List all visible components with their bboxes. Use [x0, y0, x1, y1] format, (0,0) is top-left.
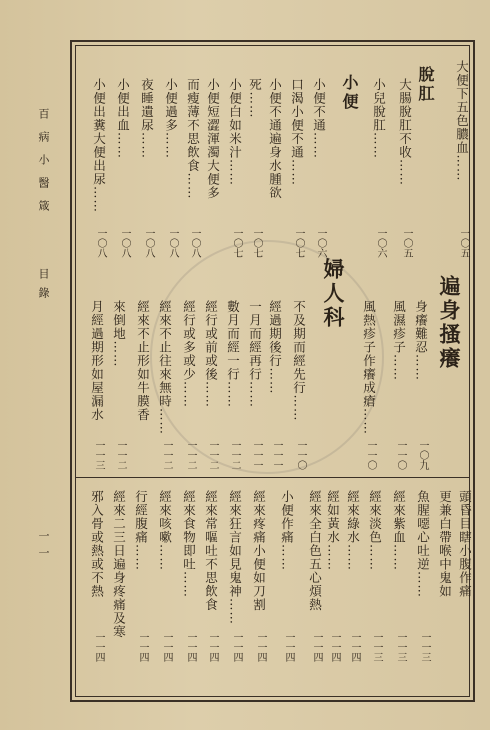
toc-entry-text: 邪入骨或熱或不熱 — [89, 490, 105, 598]
toc-entry-text: 月經過期形如屋漏水 — [89, 300, 105, 422]
toc-entry-page: 一一二 — [115, 440, 126, 470]
toc-entry-page: 一〇六 — [315, 228, 326, 258]
toc-entry-page: 一一四 — [161, 632, 172, 662]
toc-entry-text: 大腸脫肛不收…… — [397, 78, 413, 186]
toc-entry-page: 一一四 — [137, 632, 148, 662]
toc-entry-page: 一一〇 — [395, 440, 406, 470]
section-divider — [76, 477, 469, 478]
heading-xiaobian: 小便 — [340, 74, 359, 112]
toc-entry-text: 經來不止往來無時…… — [157, 300, 173, 435]
toc-entry-text: 更兼白帶喉中鬼如 — [437, 490, 453, 598]
toc-entry-text: 經來二三日遍身疼痛及寒 — [111, 490, 127, 639]
toc-entry-text: 經來全白色五心煩熱 — [307, 490, 323, 612]
toc-entry-text: 經來不止形如牛膜香 — [135, 300, 151, 422]
toc-entry-page: 一〇七 — [251, 228, 262, 258]
toc-entry-text: 小便短澀渾濁大便多 — [205, 78, 221, 200]
toc-entry-text: 經來狂言如見鬼神…… — [227, 490, 243, 625]
toc-entry-page: 一〇六 — [375, 228, 386, 258]
toc-entry-page: 一一一 — [271, 440, 282, 470]
toc-entry-text: 而瘦薄不思飲食…… — [185, 78, 201, 200]
toc-entry-page: 一〇八 — [119, 228, 130, 258]
toc-entry-page: 一一四 — [283, 632, 294, 662]
toc-entry-page: 一一二 — [161, 440, 172, 470]
toc-entry-page: 一一四 — [93, 632, 104, 662]
toc-entry-text: 一月而經再行…… — [247, 300, 263, 408]
toc-entry-text: 死…… — [247, 78, 263, 119]
toc-entry-page: 一一四 — [185, 632, 196, 662]
toc-entry-page: 一一三 — [395, 632, 406, 662]
toc-entry-text: 風濕疹子…… — [391, 300, 407, 381]
toc-entry-text: 經來綠水…… — [345, 490, 361, 571]
heading-tuishen: 遍身搔癢 — [437, 275, 462, 371]
toc-entry-text: 魚腥噁心吐逆…… — [415, 490, 431, 598]
toc-entry-page: 一〇八 — [167, 228, 178, 258]
toc-entry-page: 一一四 — [311, 632, 322, 662]
toc-entry-text: 夜睡遺尿…… — [139, 78, 155, 159]
toc-entry-text: 大便下五色膿血…… — [454, 60, 470, 182]
toc-entry-text: 經行或多或少…… — [181, 300, 197, 408]
toc-entry-page: 一〇五 — [401, 228, 412, 258]
toc-entry-text: 數月而經一行…… — [225, 300, 241, 408]
book-title: 百病小醫箴 — [37, 108, 50, 223]
toc-entry-text: 經過期後行…… — [267, 300, 283, 395]
toc-entry-page: 一〇九 — [417, 440, 428, 470]
toc-entry-page: 一一四 — [349, 632, 360, 662]
toc-entry-text: 經來常嘔吐不思飲食 — [203, 490, 219, 612]
toc-entry-text: 頭昏目瞎小腹作痛 — [457, 490, 473, 598]
toc-entry-text: 小便不通遍身水腫欲 — [267, 78, 283, 200]
toc-entry-text: 經來咳嗽…… — [157, 490, 173, 571]
toc-entry-text: 行經腹痛…… — [133, 490, 149, 571]
toc-entry-text: 小便白如米汁…… — [227, 78, 243, 186]
toc-entry-page: 一一二 — [229, 440, 240, 470]
toc-entry-text: 小兒脫肛…… — [371, 78, 387, 159]
toc-entry-text: 經來食物即吐…… — [181, 490, 197, 598]
toc-entry-text: 經如黃水…… — [325, 490, 341, 571]
toc-entry-text: 經來疼痛小便如刀割 — [251, 490, 267, 612]
toc-entry-page: 一〇八 — [95, 228, 106, 258]
toc-entry-text: 小便出血…… — [115, 78, 131, 159]
toc-entry-page: 一一一 — [251, 440, 262, 470]
toc-entry-text: 不及期而經先行…… — [291, 300, 307, 422]
toc-entry-page: 一一〇 — [365, 440, 376, 470]
toc-entry-page: 一〇八 — [143, 228, 154, 258]
toc-entry-page: 一一四 — [207, 632, 218, 662]
toc-entry-text: 經來紫血…… — [391, 490, 407, 571]
toc-entry-page: 一一〇 — [295, 440, 306, 470]
toc-entry-page: 一一三 — [419, 632, 430, 662]
page-number: 一一 — [37, 530, 50, 564]
toc-entry-page: 一〇七 — [231, 228, 242, 258]
section-label: 目錄 — [37, 268, 50, 306]
toc-entry-text: 來倒地…… — [111, 300, 127, 368]
toc-entry-page: 一一二 — [207, 440, 218, 470]
toc-entry-text: 身癢難忍…… — [413, 300, 429, 381]
toc-entry-text: 小便不通…… — [311, 78, 327, 159]
toc-entry-text: 經行或前或後…… — [203, 300, 219, 408]
toc-entry-text: 口渴小便不通…… — [289, 78, 305, 186]
heading-tuogang: 脫肛 — [416, 66, 435, 104]
toc-entry-page: 一一二 — [185, 440, 196, 470]
toc-entry-text: 風熱疹子作癢成瘡…… — [361, 300, 377, 435]
toc-entry-page: 一一三 — [93, 440, 104, 470]
toc-entry-text: 小便作痛…… — [279, 490, 295, 571]
toc-entry-page: 一〇七 — [293, 228, 304, 258]
toc-entry-text: 小便過多…… — [163, 78, 179, 159]
toc-entry-text: 經來淡色…… — [367, 490, 383, 571]
toc-entry-page: 一〇八 — [189, 228, 200, 258]
toc-entry-text: 小便出糞大便出尿…… — [91, 78, 107, 213]
toc-entry-page: 一〇五 — [458, 228, 469, 258]
toc-entry-page: 一一四 — [329, 632, 340, 662]
toc-entry-page: 一一四 — [231, 632, 242, 662]
toc-entry-page: 一一三 — [371, 632, 382, 662]
heading-fuke: 婦人科 — [321, 258, 346, 330]
toc-entry-page: 一一四 — [255, 632, 266, 662]
